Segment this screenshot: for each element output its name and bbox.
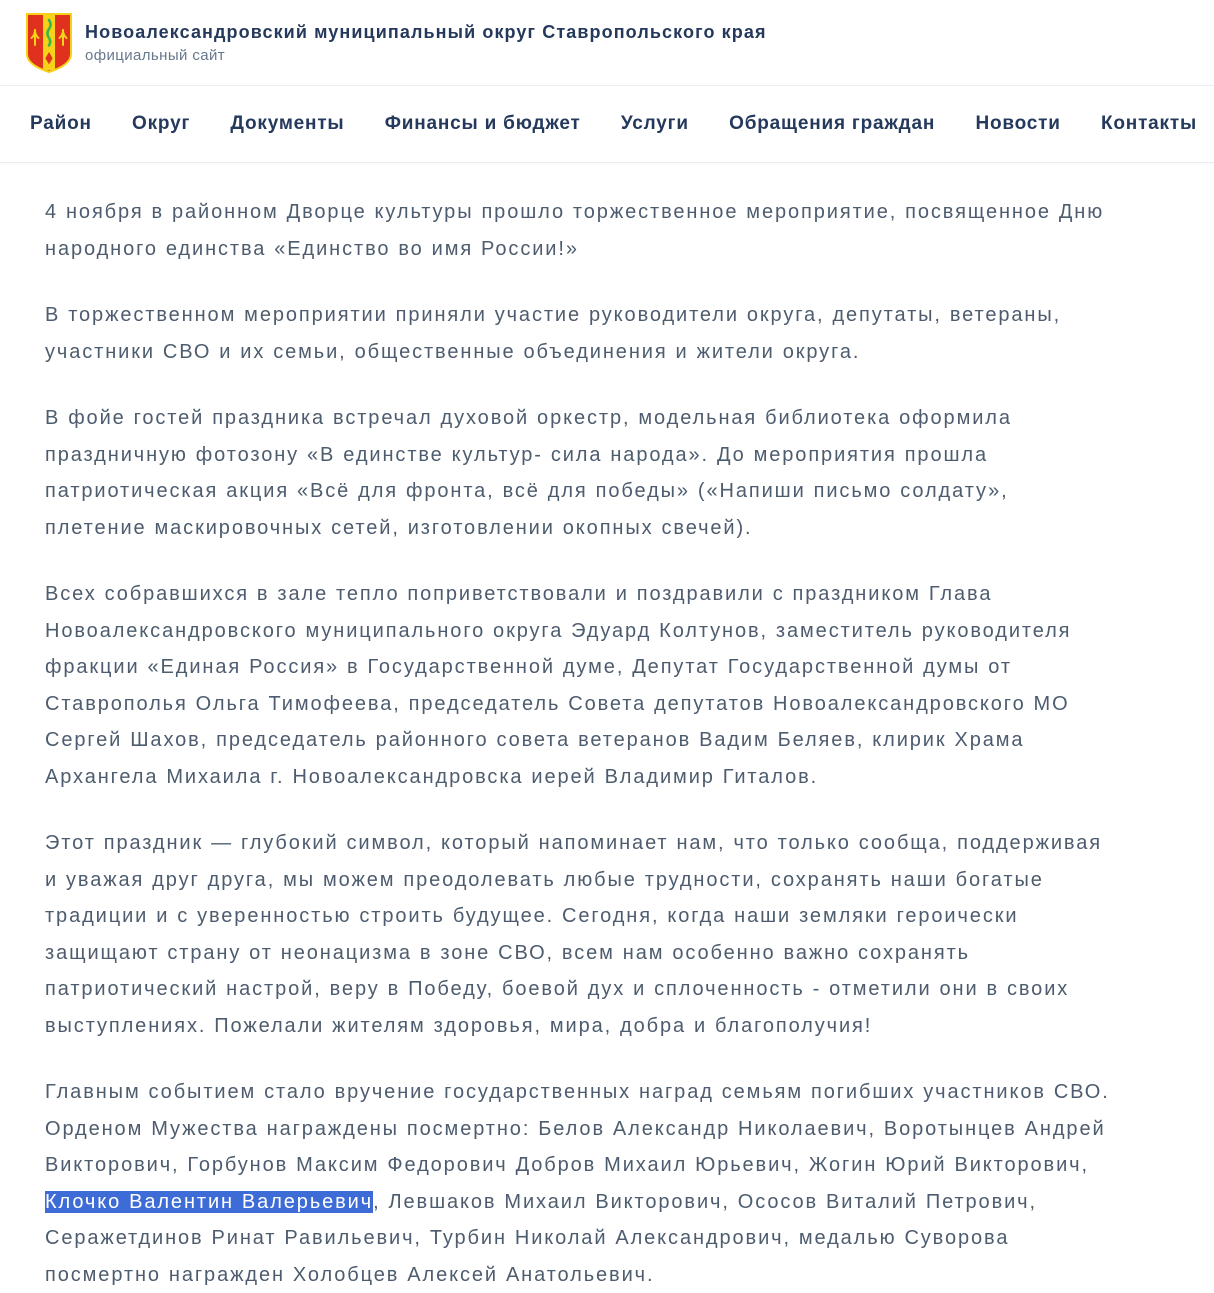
awards-text-before: Главным событием стало вручение государственных наград семьям погибших участников СВО. Орденом Мужества награждены посмертно: Белов Александр Николаевич, Воротынцев Андрей Викторович, Горбунов Максим Федорович Добров Михаил Юрьевич, Жогин Юрий Викторович, bbox=[45, 1081, 1110, 1176]
awards-text-after: , Левшаков Михаил Викторович, Ососов Виталий Петрович, Серажетдинов Ринат Равильевич, Турбин Николай Александрович, медалью Суворова посмертно награжден Холобцев Алексей Анатольевич. bbox=[45, 1190, 1037, 1286]
site-header bbox=[0, 0, 1214, 85]
selection-highlight: Клочко Валентин Валерьевич bbox=[45, 1190, 374, 1213]
article-body bbox=[0, 163, 1214, 1293]
nav-item-finansy-i-byudzhet[interactable]: Финансы и бюджет bbox=[384, 113, 581, 134]
site-title: Новоалександровский муниципальный округ Ставропольского края bbox=[85, 21, 767, 42]
nav-item-dokumenty[interactable]: Документы bbox=[230, 113, 345, 134]
site-subtitle: официальный сайт bbox=[85, 47, 226, 65]
main-nav bbox=[0, 85, 1214, 163]
nav-item-okrug[interactable]: Округ bbox=[132, 113, 191, 134]
coat-of-arms-icon bbox=[26, 13, 72, 73]
paragraph-participants: В торжественном мероприятии приняли участие руководители округа, депутаты, ветераны, участники СВО и их семьи, общественные объединения и жители округа. bbox=[45, 304, 1062, 363]
paragraph-event-intro: 4 ноября в районном Дворце культуры прошло торжественное мероприятие, посвященное Дню народного единства «Единство во имя России!» bbox=[45, 201, 1105, 260]
nav-item-rayon[interactable]: Район bbox=[30, 113, 92, 134]
nav-item-uslugi[interactable]: Услуги bbox=[620, 113, 689, 134]
nav-item-obrashcheniya-grazhdan[interactable]: Обращения граждан bbox=[729, 113, 936, 134]
coat-of-arms-logo[interactable] bbox=[26, 13, 72, 73]
paragraph-awards bbox=[45, 1074, 1115, 1293]
site-titles bbox=[85, 22, 767, 65]
nav-item-kontakty[interactable]: Контакты bbox=[1100, 113, 1197, 134]
paragraph-holiday-meaning: Этот праздник — глубокий символ, который напоминает нам, что только сообща, поддерживая и уважая друг друга, мы можем преодолевать любые трудности, сохранять наши богатые традиции и с уверенностью строить будущее. Сегодня, когда наши земляки героически защищают страну от неонацизма в зоне СВО, всем нам особенно важно сохранять патриотический настрой, веру в Победу, боевой дух и сплоченность - отметили они в своих выступлениях. Пожелали жителям здоровья, мира, добра и благополучия! bbox=[45, 832, 1102, 1037]
paragraph-officials: Всех собравшихся в зале тепло поприветствовали и поздравили с праздником Глава Новоалександровского муниципального округа Эдуард Колтунов, заместитель руководителя фракции «Единая Россия» в Государственной думе, Депутат Государственной думы от Ставрополья Ольга Тимофеева, председатель Совета депутатов Новоалександровского МО Сергей Шахов, председатель районного совета ветеранов Вадим Беляев, клирик Храма Архангела Михаила г. Новоалександровска иерей Владимир Гиталов. bbox=[45, 583, 1072, 788]
nav-item-novosti[interactable]: Новости bbox=[975, 113, 1061, 134]
paragraph-foyer: В фойе гостей праздника встречал духовой оркестр, модельная библиотека оформила праздничную фотозону «В единстве культур- сила народа». До мероприятия прошла патриотическая акция «Всё для фронта, всё для победы» («Напиши письмо солдату», плетение маскировочных сетей, изготовлении окопных свечей). bbox=[45, 407, 1012, 539]
